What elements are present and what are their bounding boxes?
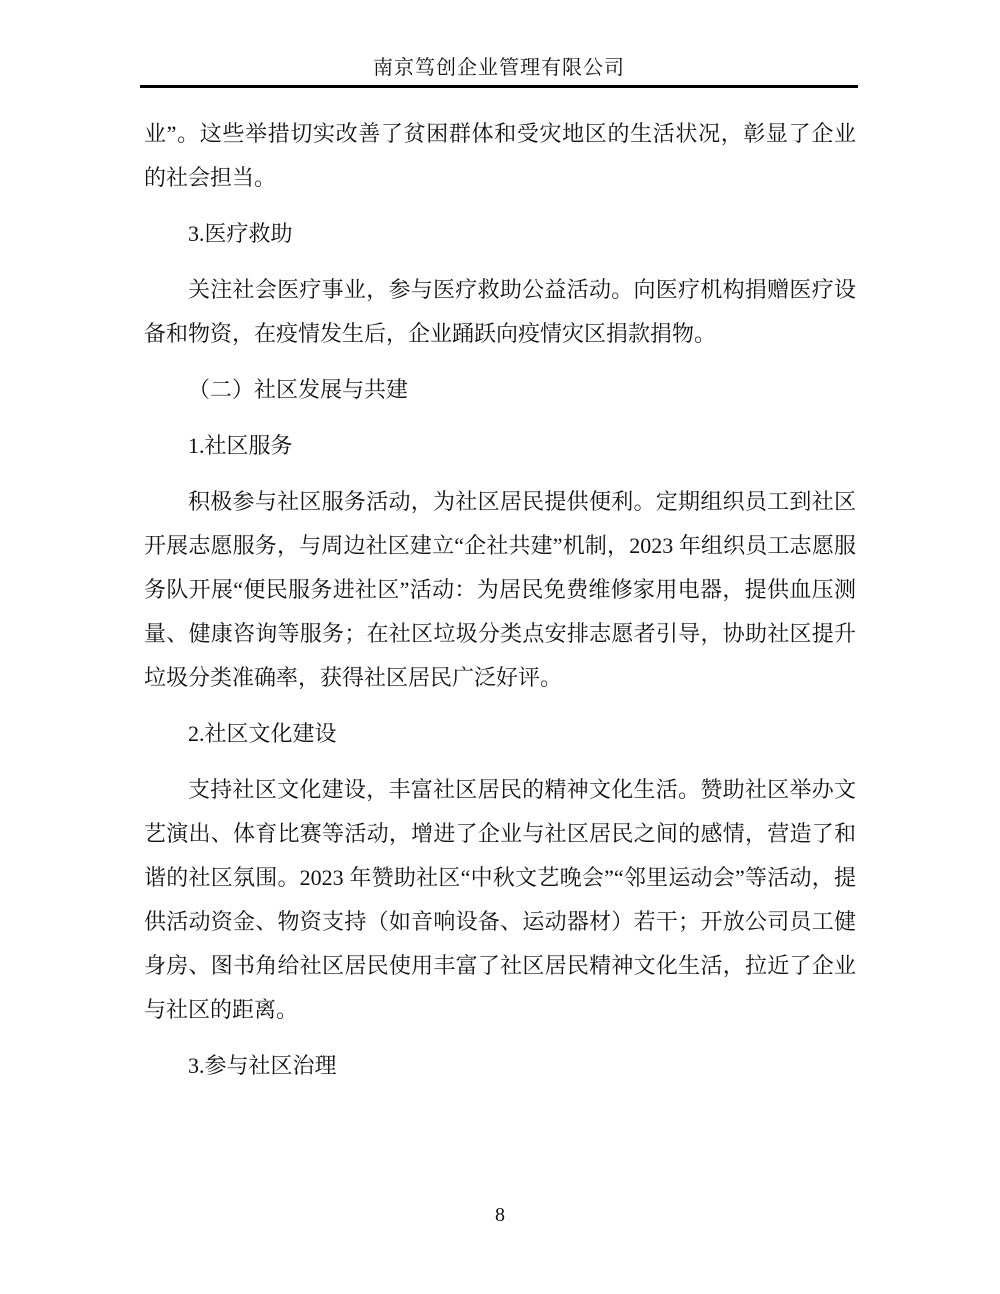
section-heading: 3.医疗救助	[188, 221, 293, 246]
document-body	[144, 112, 856, 1088]
body-paragraph: 积极参与社区服务活动，为社区居民提供便利。定期组织员工到社区开展志愿服务，与周边社区建立“企社共建”机制，2023 年组织员工志愿服务队开展“便民服务进社区”活动：为居民免费维修家用电器，提供血压测量、健康咨询等服务；在社区垃圾分类点安排志愿者引导，协助社区提升垃圾分类准确率，获得社区居民广泛好评。	[144, 489, 856, 690]
body-paragraph: 业”。这些举措切实改善了贫困群体和受灾地区的生活状况，彰显了企业的社会担当。	[144, 121, 856, 190]
body-paragraph: 关注社会医疗事业，参与医疗救助公益活动。向医疗机构捐赠医疗设备和物资，在疫情发生后，企业踊跃向疫情灾区捐款捐物。	[144, 277, 856, 346]
page-footer	[0, 1202, 1000, 1228]
page-header	[140, 0, 858, 88]
section-heading: 1.社区服务	[188, 433, 293, 458]
page-number: 8	[495, 1204, 505, 1226]
section-heading: 2.社区文化建设	[188, 721, 337, 746]
section-heading: 3.参与社区治理	[188, 1053, 337, 1078]
body-paragraph: 支持社区文化建设，丰富社区居民的精神文化生活。赞助社区举办文艺演出、体育比赛等活动，增进了企业与社区居民之间的感情，营造了和谐的社区氛围。2023 年赞助社区“中秋文艺晚会”“邻里运动会”等活动，提供活动资金、物资支持（如音响设备、运动器材）若干；开放公司员工健身房、图书角给社区居民使用丰富了社区居民精神文化生活，拉近了企业与社区的距离。	[144, 777, 856, 1022]
section-heading: （二）社区发展与共建	[188, 377, 409, 402]
company-name: 南京笃创企业管理有限公司	[373, 57, 625, 79]
